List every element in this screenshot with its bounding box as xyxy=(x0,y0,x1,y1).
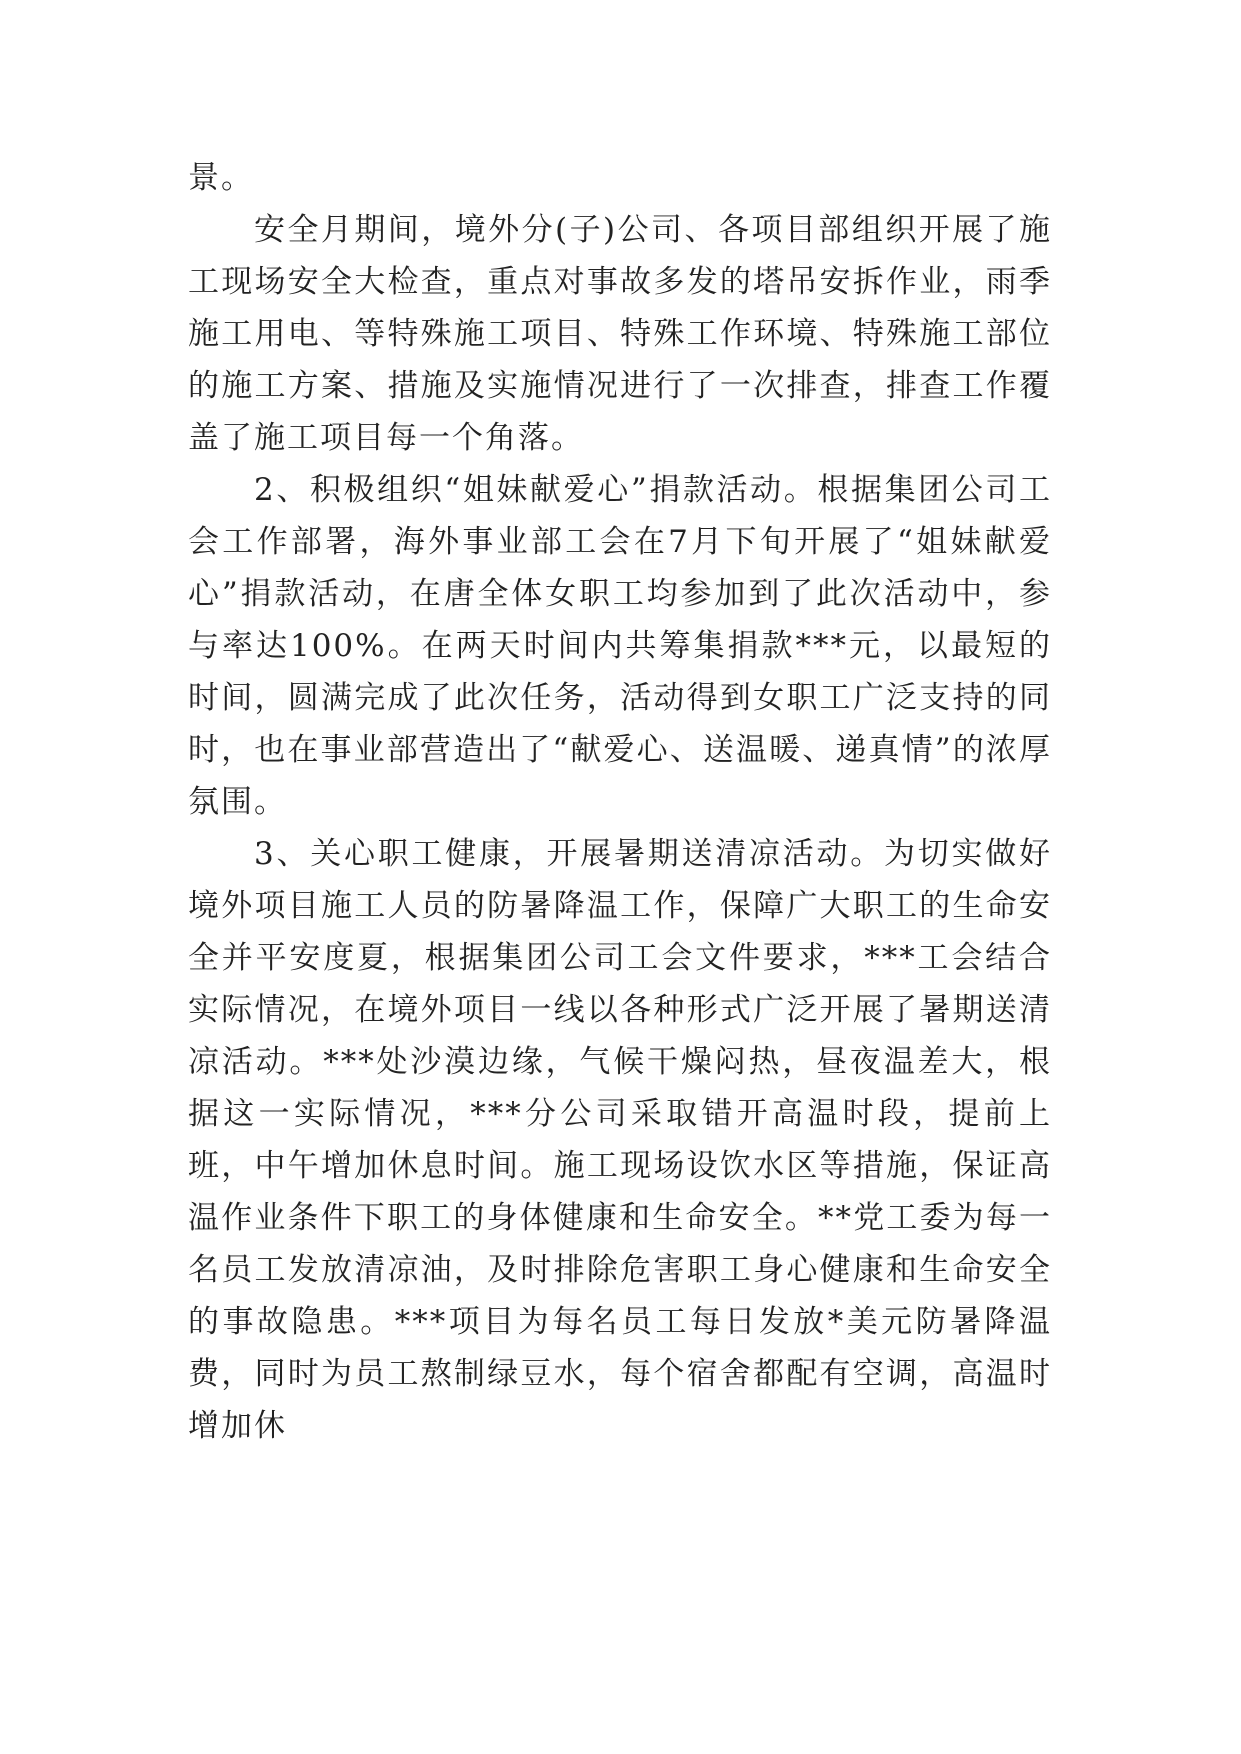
document-body xyxy=(188,152,1052,1452)
paragraph-continuation: 景。 xyxy=(188,160,254,196)
paragraph-summer-cooling: 3、关心职工健康，开展暑期送清凉活动。为切实做好境外项目施工人员的防暑降温工作，保障广大职工的生命安全并平安度夏，根据集团公司工会文件要求，***工会结合实际情况，在境外项目一线以各种形式广泛开展了暑期送清凉活动。***处沙漠边缘，气候干燥闷热，昼夜温差大，根据这一实际情况，***分公司采取错开高温时段，提前上班，中午增加休息时间。施工现场设饮水区等措施，保证高温作业条件下职工的身体健康和生命安全。**党工委为每一名员工发放清凉油，及时排除危害职工身心健康和生命安全的事故隐患。***项目为每名员工每日发放*美元防暑降温费，同时为员工熬制绿豆水，每个宿舍都配有空调，高温时增加休 xyxy=(188,836,1052,1444)
paragraph-donation-activity: 2、积极组织“姐妹献爱心”捐款活动。根据集团公司工会工作部署，海外事业部工会在7月下旬开展了“姐妹献爱心”捐款活动，在唐全体女职工均参加到了此次活动中，参与率达100%。在两天时间内共筹集捐款***元，以最短的时间，圆满完成了此次任务，活动得到女职工广泛支持的同时，也在事业部营造出了“献爱心、送温暖、递真情”的浓厚氛围。 xyxy=(188,472,1052,820)
paragraph-safety-month: 安全月期间，境外分(子)公司、各项目部组织开展了施工现场安全大检查，重点对事故多发的塔吊安拆作业，雨季施工用电、等特殊施工项目、特殊工作环境、特殊施工部位的施工方案、措施及实施情况进行了一次排查，排查工作覆盖了施工项目每一个角落。 xyxy=(188,212,1052,456)
